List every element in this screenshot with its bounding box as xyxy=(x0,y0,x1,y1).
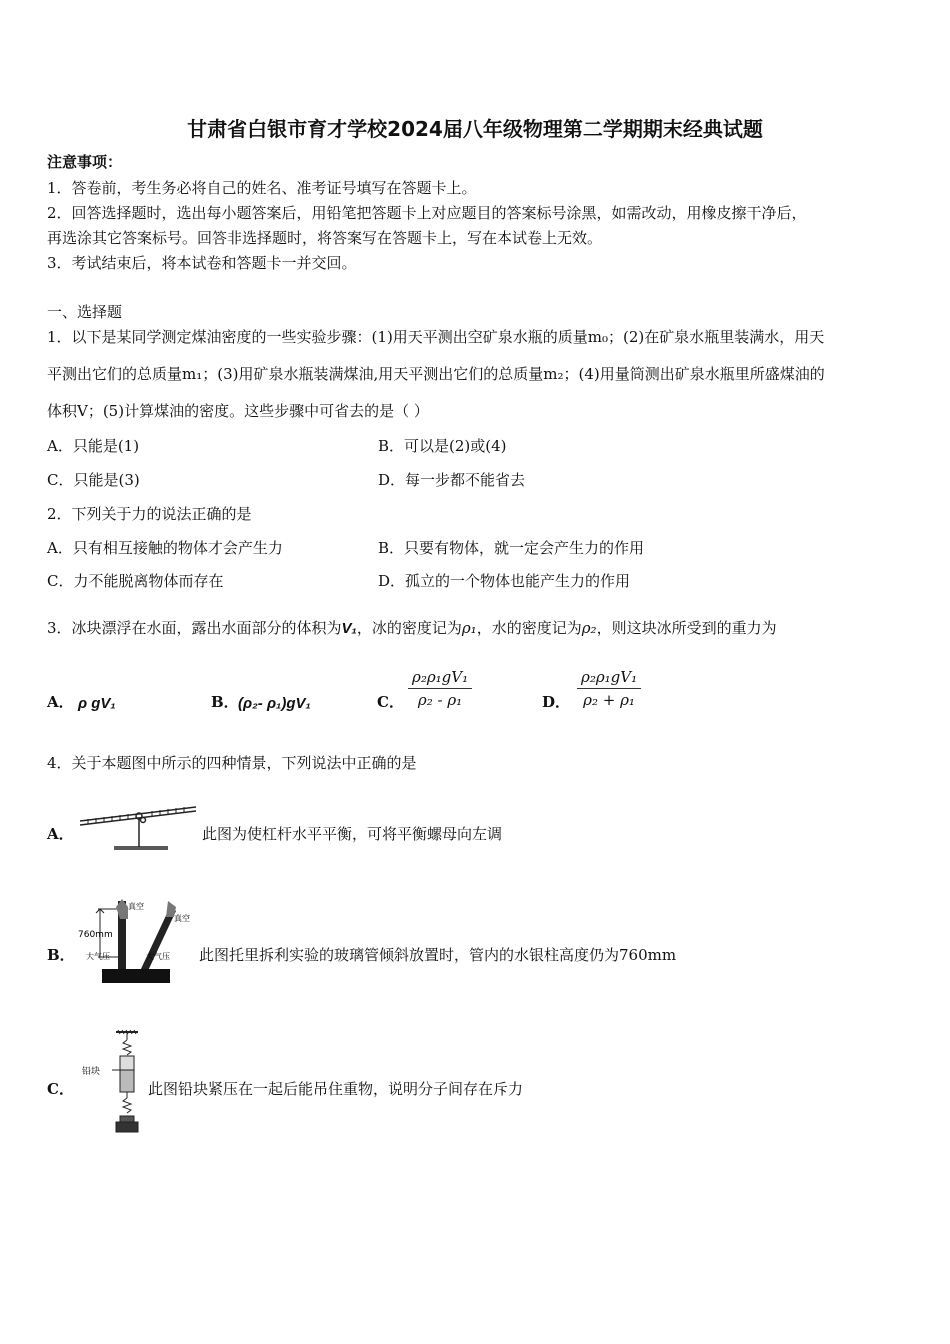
q4-option-a-label: A． xyxy=(47,825,74,843)
q3-stem-part: 3．冰块漂浮在水面，露出水面部分的体积为 xyxy=(47,619,342,637)
fraction-denominator: ρ₂ + ρ₁ xyxy=(583,691,635,709)
fig-vacuum-label: 真空 xyxy=(174,914,190,923)
q2-option-a: A．只有相互接触的物体才会产生力 xyxy=(47,539,283,557)
notice-heading: 注意事项： xyxy=(47,153,123,171)
fig-vacuum-label: 真空 xyxy=(128,902,144,911)
q2-option-b: B．只要有物体，就一定会产生力的作用 xyxy=(378,539,645,557)
notice-item: 1．答卷前，考生务必将自己的姓名、准考证号填写在答题卡上。 xyxy=(47,179,477,197)
q4-option-a-text: 此图为使杠杆水平平衡，可将平衡螺母向左调 xyxy=(202,825,503,843)
q4-stem: 4．关于本题图中所示的四种情景，下列说法中正确的是 xyxy=(47,754,417,772)
fraction-numerator: ρ₂ρ₁gV₁ xyxy=(408,668,472,689)
q4-option-c-label: C． xyxy=(47,1080,74,1098)
page-title: 甘肃省白银市育才学校2024届八年级物理第二学期期末经典试题 xyxy=(187,117,763,141)
q3-stem-part: ，冰的密度记为 xyxy=(356,619,462,637)
q3-stem-v1: V₁ xyxy=(341,620,357,637)
q1-option-d: D．每一步都不能省去 xyxy=(378,471,526,489)
q4-option-b-label: B． xyxy=(47,946,75,964)
q2-option-c: C．力不能脱离物体而存在 xyxy=(47,572,224,590)
q1-option-c: C．只能是(3) xyxy=(47,471,140,489)
q1-option-b: B．可以是(2)或(4) xyxy=(378,437,507,455)
torricelli-figure xyxy=(74,893,194,987)
fraction-denominator: ρ₂ - ρ₁ xyxy=(417,691,463,709)
q3-stem-part: ，则这块冰所受到的重力为 xyxy=(596,619,777,637)
notice-item: 再选涂其它答案标号。回答非选择题时，将答案写在答题卡上，写在本试卷上无效。 xyxy=(47,229,603,247)
section-heading: 一、选择题 xyxy=(47,303,123,321)
q4-option-b-text: 此图托里拆利实验的玻璃管倾斜放置时，管内的水银柱高度仍为760mm xyxy=(199,946,677,964)
fig-lead-label: 铅块 xyxy=(82,1067,101,1077)
q3-option-b-expr: (ρ₂- ρ₁)gV₁ xyxy=(238,695,311,712)
fig-atm-label: 大气压 xyxy=(146,952,170,961)
q3-option-c-fraction xyxy=(408,668,472,709)
fig-atm-label: 大气压 xyxy=(86,952,110,961)
q2-stem: 2．下列关于力的说法正确的是 xyxy=(47,505,252,523)
notice-item: 3．考试结束后，将本试卷和答题卡一并交回。 xyxy=(47,254,357,272)
q1-stem-line: 平测出它们的总质量m₁；(3)用矿泉水瓶装满煤油,用天平测出它们的总质量m₂；(4)用量筒测出矿泉水瓶里所盛煤油的 xyxy=(47,365,825,383)
q3-option-b-label: B． xyxy=(211,693,239,711)
q3-option-d-fraction xyxy=(577,668,641,709)
notice-item: 2．回答选择题时，选出每小题答案后，用铅笔把答题卡上对应题目的答案标号涂黑，如需改动，用橡皮擦干净后， xyxy=(47,204,807,222)
lead-block-figure xyxy=(76,1028,144,1136)
lever-figure xyxy=(76,785,200,853)
q3-stem-rho2: ρ₂ xyxy=(581,619,597,637)
q1-option-a: A．只能是(1) xyxy=(47,437,140,455)
q2-option-d: D．孤立的一个物体也能产生力的作用 xyxy=(378,572,631,590)
q3-stem-rho1: ρ₁ xyxy=(461,619,477,637)
q4-option-c-text: 此图铅块紧压在一起后能吊住重物，说明分子间存在斥力 xyxy=(148,1080,524,1098)
q3-stem-part: ，水的密度记为 xyxy=(476,619,582,637)
fig-760-label: 760mm xyxy=(78,930,113,940)
q1-stem-line: 1．以下是某同学测定煤油密度的一些实验步骤：(1)用天平测出空矿泉水瓶的质量m₀；(2)在矿泉水瓶里装满水，用天 xyxy=(47,328,825,346)
q3-option-a-label: A． xyxy=(47,693,74,711)
q3-option-d-label: D． xyxy=(542,693,571,711)
fraction-numerator: ρ₂ρ₁gV₁ xyxy=(577,668,641,689)
q1-stem-line: 体积V；(5)计算煤油的密度。这些步骤中可省去的是（ ） xyxy=(47,402,429,420)
q3-option-a-expr: ρ gV₁ xyxy=(78,695,116,712)
q3-stem xyxy=(47,618,777,639)
q3-option-c-label: C． xyxy=(377,693,404,711)
